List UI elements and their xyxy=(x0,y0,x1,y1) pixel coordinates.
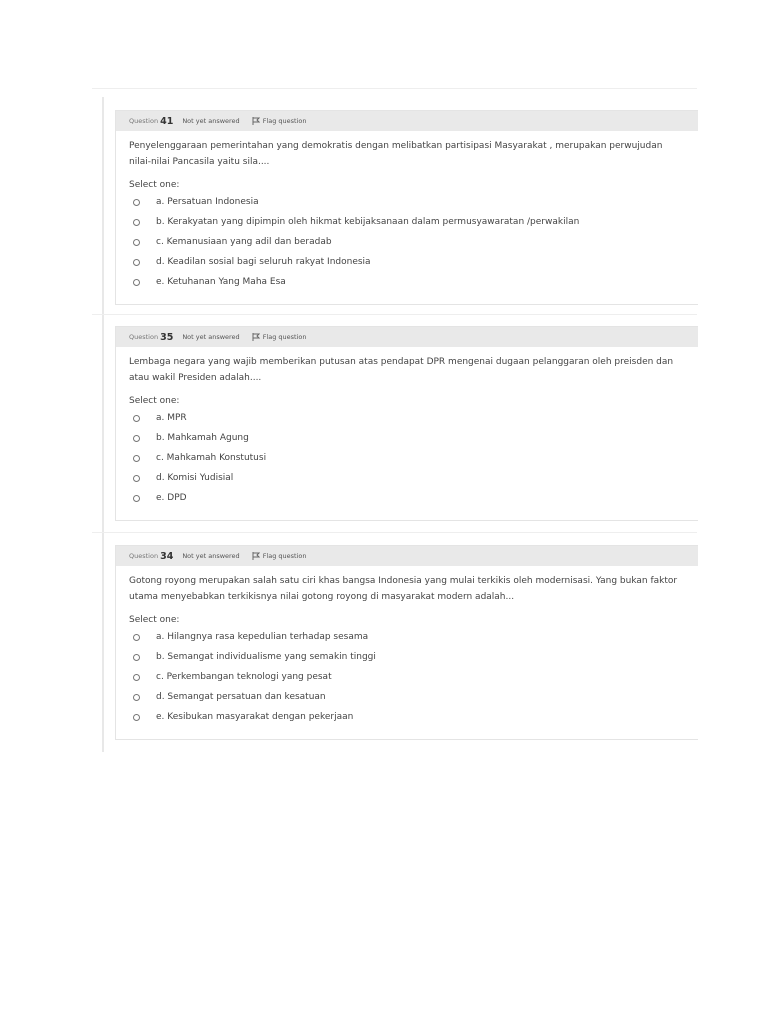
option-label: c. Kemanusiaan yang adil dan beradab xyxy=(156,237,332,247)
flag-label: Flag question xyxy=(262,552,307,560)
question-info-bar xyxy=(116,327,698,347)
flag-question-link[interactable] xyxy=(252,333,307,341)
radio-button[interactable] xyxy=(133,219,140,226)
radio-button[interactable] xyxy=(133,455,140,462)
option-label: c. Perkembangan teknologi yang pesat xyxy=(156,672,332,682)
question-state: Not yet answered xyxy=(182,333,240,341)
question-number: 34 xyxy=(160,550,174,562)
question-number: 41 xyxy=(160,115,174,127)
question-block-41 xyxy=(115,110,698,305)
question-block-35 xyxy=(115,326,698,521)
option-label: c. Mahkamah Konstutusi xyxy=(156,453,267,463)
radio-button[interactable] xyxy=(133,694,140,701)
radio-button[interactable] xyxy=(133,654,140,661)
answer-option[interactable] xyxy=(116,667,698,687)
question-number: 35 xyxy=(160,331,174,343)
radio-button[interactable] xyxy=(133,674,140,681)
answer-option[interactable] xyxy=(116,647,698,667)
question-text: Lembaga negara yang wajib memberikan putusan atas pendapat DPR mengenai dugaan pelanggaran oleh preisden dan atau wakil Presiden adalah.... xyxy=(129,357,674,383)
radio-button[interactable] xyxy=(133,239,140,246)
page-left-border xyxy=(102,97,104,752)
answer-option[interactable] xyxy=(116,212,698,232)
question-text: Penyelenggaraan pemerintahan yang demokratis dengan melibatkan partisipasi Masyarakat , merupakan perwujudan nilai-nilai Pancasila yaitu sila.... xyxy=(129,141,663,167)
answer-option[interactable] xyxy=(116,687,698,707)
radio-button[interactable] xyxy=(133,714,140,721)
flag-question-link[interactable] xyxy=(252,117,307,125)
question-label: Question xyxy=(129,333,159,341)
answer-option[interactable] xyxy=(116,468,698,488)
flag-icon xyxy=(252,552,260,560)
answer-option[interactable] xyxy=(116,408,698,428)
option-label: a. MPR xyxy=(156,413,187,423)
flag-icon xyxy=(252,333,260,341)
select-one-label: Select one: xyxy=(129,396,180,406)
radio-button[interactable] xyxy=(133,435,140,442)
radio-button[interactable] xyxy=(133,199,140,206)
answer-option[interactable] xyxy=(116,707,698,727)
question-label: Question xyxy=(129,552,159,560)
question-text: Gotong royong merupakan salah satu ciri khas bangsa Indonesia yang mulai terkikis oleh modernisasi. Yang bukan faktor utama menyebabkan terkikisnya nilai gotong royong di masyarakat modern adalah... xyxy=(129,576,678,602)
answer-option[interactable] xyxy=(116,428,698,448)
select-one-label: Select one: xyxy=(129,615,180,625)
option-label: a. Persatuan Indonesia xyxy=(156,197,259,207)
option-label: e. Ketuhanan Yang Maha Esa xyxy=(156,277,286,287)
option-label: e. Kesibukan masyarakat dengan pekerjaan xyxy=(156,712,354,722)
flag-icon xyxy=(252,117,260,125)
answer-option[interactable] xyxy=(116,488,698,508)
question-info-bar xyxy=(116,111,698,131)
option-label: d. Semangat persatuan dan kesatuan xyxy=(156,692,326,702)
option-label: b. Kerakyatan yang dipimpin oleh hikmat kebijaksanaan dalam permusyawaratan /perwakilan xyxy=(156,217,580,227)
answer-option[interactable] xyxy=(116,232,698,252)
flag-label: Flag question xyxy=(262,117,307,125)
option-label: b. Mahkamah Agung xyxy=(156,433,249,443)
question-label: Question xyxy=(129,117,159,125)
divider xyxy=(92,314,697,315)
question-state: Not yet answered xyxy=(182,117,240,125)
answer-option[interactable] xyxy=(116,272,698,292)
flag-question-link[interactable] xyxy=(252,552,307,560)
radio-button[interactable] xyxy=(133,415,140,422)
option-label: a. Hilangnya rasa kepedulian terhadap sesama xyxy=(156,632,369,642)
radio-button[interactable] xyxy=(133,634,140,641)
radio-button[interactable] xyxy=(133,495,140,502)
option-label: d. Keadilan sosial bagi seluruh rakyat Indonesia xyxy=(156,257,371,267)
answer-option[interactable] xyxy=(116,192,698,212)
divider xyxy=(92,532,697,533)
question-block-34 xyxy=(115,545,698,740)
radio-button[interactable] xyxy=(133,259,140,266)
top-divider xyxy=(92,88,697,89)
option-label: b. Semangat individualisme yang semakin tinggi xyxy=(156,652,376,662)
question-state: Not yet answered xyxy=(182,552,240,560)
option-label: e. DPD xyxy=(156,493,187,503)
answer-option[interactable] xyxy=(116,627,698,647)
answer-option[interactable] xyxy=(116,448,698,468)
flag-label: Flag question xyxy=(262,333,307,341)
option-label: d. Komisi Yudisial xyxy=(156,473,234,483)
select-one-label: Select one: xyxy=(129,180,180,190)
radio-button[interactable] xyxy=(133,475,140,482)
answer-option[interactable] xyxy=(116,252,698,272)
radio-button[interactable] xyxy=(133,279,140,286)
question-info-bar xyxy=(116,546,698,566)
